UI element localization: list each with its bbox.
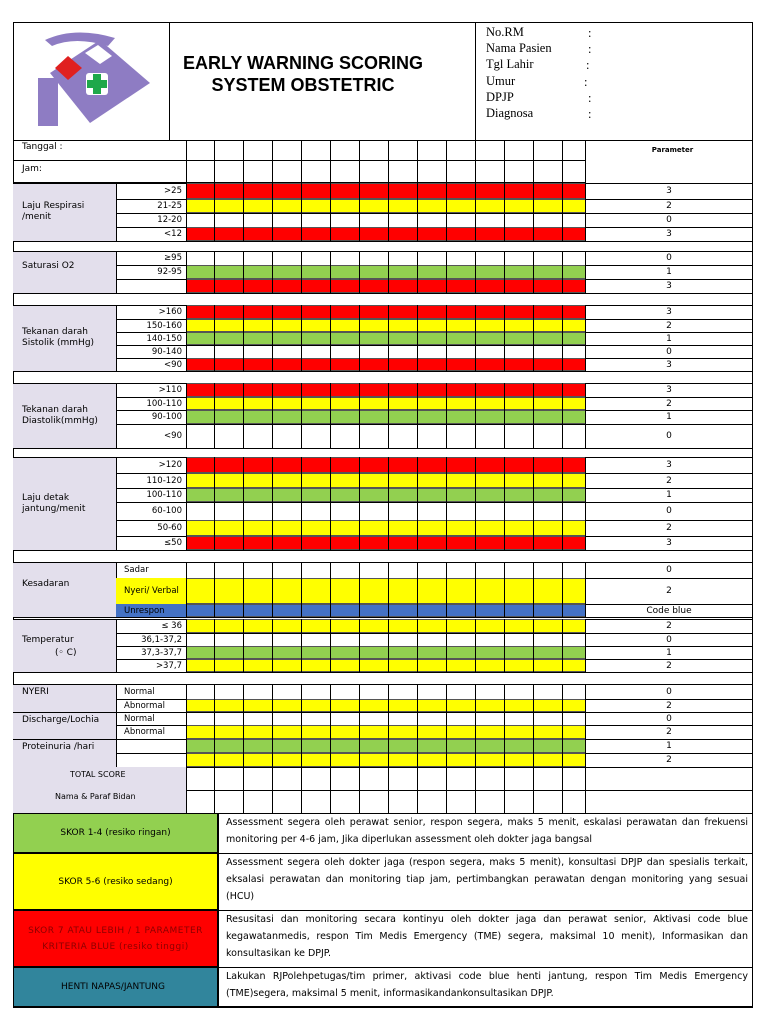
proteinuria-label: Proteinuria /hari	[22, 742, 95, 752]
sistolik-row-3: 90-140	[151, 346, 182, 357]
legend-text-1: Assessment segera oleh dokter jaga (respon segera, maks 5 menit), konsultasi DPJP dan spesialis terkait, eksalasi perawatan dan monitoring tiap jam, pertimbangkan perawatan dengan monitoring yang sesuai (HCU)	[226, 857, 748, 902]
hospital-logo	[30, 28, 155, 128]
temperatur-score-0: 2	[666, 621, 672, 631]
saturasi-score-2: 3	[666, 281, 672, 291]
sistolik-row-1: 150-160	[146, 320, 182, 331]
diastolik-row-1: 100-110	[146, 398, 182, 409]
temperatur-label: Temperatur	[22, 634, 74, 645]
kesadaran-band-2	[186, 604, 585, 617]
nyeri-score-1: 2	[666, 700, 672, 711]
detak-row-5: ≤50	[164, 538, 182, 548]
laju_respirasi-band-0	[186, 183, 585, 199]
jam-label: Jam:	[22, 164, 42, 174]
sistolik-row-0: >160	[158, 307, 182, 317]
legend-text-3: Lakukan RJPolehpetugas/tim primer, aktivasi code blue henti jantung, respon Tim Medis Emergency (TME)segera, maksimal 5 menit, informasikandankonsultasikan DPJP.	[226, 971, 748, 999]
diastolik-label: Tekanan darah Diastolik(mmHg)	[22, 404, 98, 426]
temperatur-band-0	[186, 619, 585, 633]
diastolik-row-3: <90	[164, 431, 182, 441]
sistolik-row-2: 140-150	[146, 333, 182, 344]
kesadaran-row-1: Nyeri/ Verbal	[124, 586, 179, 596]
laju_respirasi-row-0: >25	[164, 186, 182, 196]
detak-row-2: 100-110	[146, 490, 182, 500]
sistolik-band-2	[186, 332, 585, 345]
diastolik-score-1: 2	[666, 398, 672, 409]
temperatur-band-3	[186, 659, 585, 672]
legend-label-3: HENTI NAPAS/JANTUNG	[61, 982, 166, 992]
laju_respirasi-row-1: 21-25	[157, 201, 182, 211]
saturasi-label-bg	[13, 251, 116, 293]
discharge-row-1: Abnormal	[124, 727, 165, 737]
laju_respirasi-score-2: 0	[666, 215, 672, 225]
temperatur-score-3: 2	[666, 660, 672, 671]
detak-score-2: 1	[666, 490, 672, 500]
temperatur-row-0: ≤ 36	[161, 621, 182, 631]
kesadaran-score-2: Code blue	[646, 605, 692, 616]
detak-band-4	[186, 520, 585, 536]
proteinuria-score-1: 2	[666, 755, 672, 765]
nyeri-row-0: Normal	[124, 686, 155, 697]
kesadaran-row-2: Unrespon	[124, 605, 165, 616]
proteinuria-band-1	[186, 753, 585, 767]
discharge-score-1: 2	[666, 727, 672, 737]
sistolik-band-1	[186, 319, 585, 332]
detak-band-2	[186, 488, 585, 502]
saturasi-label: Saturasi O2	[22, 261, 75, 271]
saturasi-row-1: 92-95	[157, 267, 182, 277]
discharge-label: Discharge/Lochia	[22, 714, 100, 725]
field-dpjp: DPJP	[486, 90, 514, 104]
saturasi-band-2	[186, 279, 585, 293]
laju_respirasi-label: Laju Respirasi /menit	[22, 201, 85, 222]
saturasi-row-0: ≥95	[164, 253, 182, 263]
diastolik-score-0: 3	[666, 385, 672, 395]
sistolik-label: Tekanan darah Sistolik (mmHg)	[22, 327, 95, 348]
saturasi-band-1	[186, 265, 585, 279]
legend-text-0: Assessment segera oleh perawat senior, respon segera, maks 5 menit, eskalasi perawatan dan frekuensi monitoring per 4-6 jam, Jika diperlukan assessment oleh dokter jaga bangsal	[226, 817, 748, 845]
nyeri-band-1	[186, 699, 585, 712]
kesadaran-label-bg	[13, 562, 116, 617]
temperatur-row-1: 36,1-37,2	[141, 634, 182, 645]
nama-paraf-label: Nama & Paraf Bidan	[55, 792, 136, 801]
field-tgl-lahir: Tgl Lahir	[486, 57, 534, 71]
sistolik-score-2: 1	[666, 333, 672, 344]
temperatur-row-2: 37,3-37,7	[141, 647, 182, 658]
saturasi-score-0: 0	[666, 253, 672, 263]
detak-score-0: 3	[666, 460, 672, 470]
field-diagnosa: Diagnosa	[486, 106, 534, 120]
detak-score-5: 3	[666, 538, 672, 548]
laju_respirasi-score-3: 3	[666, 229, 672, 239]
proteinuria-score-0: 1	[666, 741, 672, 751]
laju_respirasi-row-3: <12	[164, 229, 182, 239]
field-no-rm: No.RM	[486, 25, 524, 39]
detak-row-0: >120	[158, 460, 182, 470]
sistolik-score-3: 0	[666, 346, 672, 357]
detak-row-1: 110-120	[146, 475, 182, 486]
legend-label-1: SKOR 5-6 (resiko sedang)	[58, 876, 173, 887]
detak-band-5	[186, 536, 585, 550]
saturasi-score-1: 1	[666, 267, 672, 277]
temperatur-label-bg	[13, 619, 116, 672]
field-nama-pasien: Nama Pasien	[486, 41, 552, 55]
detak-score-3: 0	[666, 506, 672, 516]
laju_respirasi-band-3	[186, 227, 585, 241]
laju_respirasi-row-2: 12-20	[157, 215, 182, 225]
sistolik-band-0	[186, 305, 585, 319]
sistolik-score-0: 3	[666, 307, 672, 317]
nyeri-label: NYERI	[22, 687, 49, 697]
diastolik-row-0: >110	[158, 385, 182, 395]
kesadaran-label: Kesadaran	[22, 578, 70, 589]
kesadaran-band-1	[186, 578, 585, 604]
total-score-label: TOTAL SCORE	[70, 770, 126, 779]
diastolik-score-3: 0	[666, 431, 672, 441]
kesadaran-score-0: 0	[666, 565, 672, 575]
discharge-band-1	[186, 725, 585, 739]
detak-band-0	[186, 457, 585, 473]
discharge-row-0: Normal	[124, 713, 155, 724]
diastolik-band-2	[186, 410, 585, 424]
legend-label-2: SKOR 7 ATAU LEBIH / 1 PARAMETER KRITERIA BLUE (resiko tinggi)	[28, 925, 203, 952]
sistolik-row-4: <90	[164, 359, 182, 370]
temperatur-row-3: >37,7	[155, 660, 182, 671]
discharge-score-0: 0	[666, 713, 672, 724]
temperatur-score-1: 0	[666, 634, 672, 645]
proteinuria-band-0	[186, 739, 585, 753]
diastolik-row-2: 90-100	[151, 412, 182, 422]
diastolik-band-1	[186, 397, 585, 410]
tanggal-label: Tanggal :	[22, 142, 63, 152]
temperatur-score-2: 1	[666, 647, 672, 658]
diastolik-score-2: 1	[666, 412, 672, 422]
nyeri-score-0: 0	[666, 686, 672, 697]
diastolik-band-0	[186, 383, 585, 397]
detak-band-1	[186, 473, 585, 488]
field-umur: Umur	[486, 74, 516, 88]
legend-text-2: Resusitasi dan monitoring secara kontinyu oleh dokter jaga dan perawat senior, Aktivasi code blue kegawatanmedis, respon Tim Medis Emergency (TME) segera, maksimal 10 menit), Informasikan dan konsultasikan ke DPJP.	[226, 914, 748, 959]
detak-score-1: 2	[666, 475, 672, 486]
sistolik-band-4	[186, 358, 585, 371]
kesadaran-row-0: Sadar	[124, 565, 149, 575]
legend-label-0: SKOR 1-4 (resiko ringan)	[60, 828, 171, 838]
kesadaran-score-1: 2	[666, 586, 672, 596]
laju_respirasi-score-1: 2	[666, 201, 672, 211]
parameter-header: Parameter	[651, 146, 694, 154]
sistolik-score-4: 3	[666, 359, 672, 370]
laju_respirasi-band-1	[186, 199, 585, 213]
laju_respirasi-score-0: 3	[666, 186, 672, 196]
detak-score-4: 2	[666, 523, 672, 533]
sistolik-score-1: 2	[666, 320, 672, 331]
detak-label: Laju detak jantung/menit	[22, 492, 86, 514]
detak-row-4: 50-60	[157, 523, 182, 533]
detak-row-3: 60-100	[151, 506, 182, 516]
nyeri-row-1: Abnormal	[124, 700, 165, 711]
temperatur-unit: (◦ C)	[55, 647, 77, 658]
temperatur-band-2	[186, 646, 585, 659]
form-title: EARLY WARNING SCORING SYSTEM OBSTETRIC	[182, 53, 424, 95]
